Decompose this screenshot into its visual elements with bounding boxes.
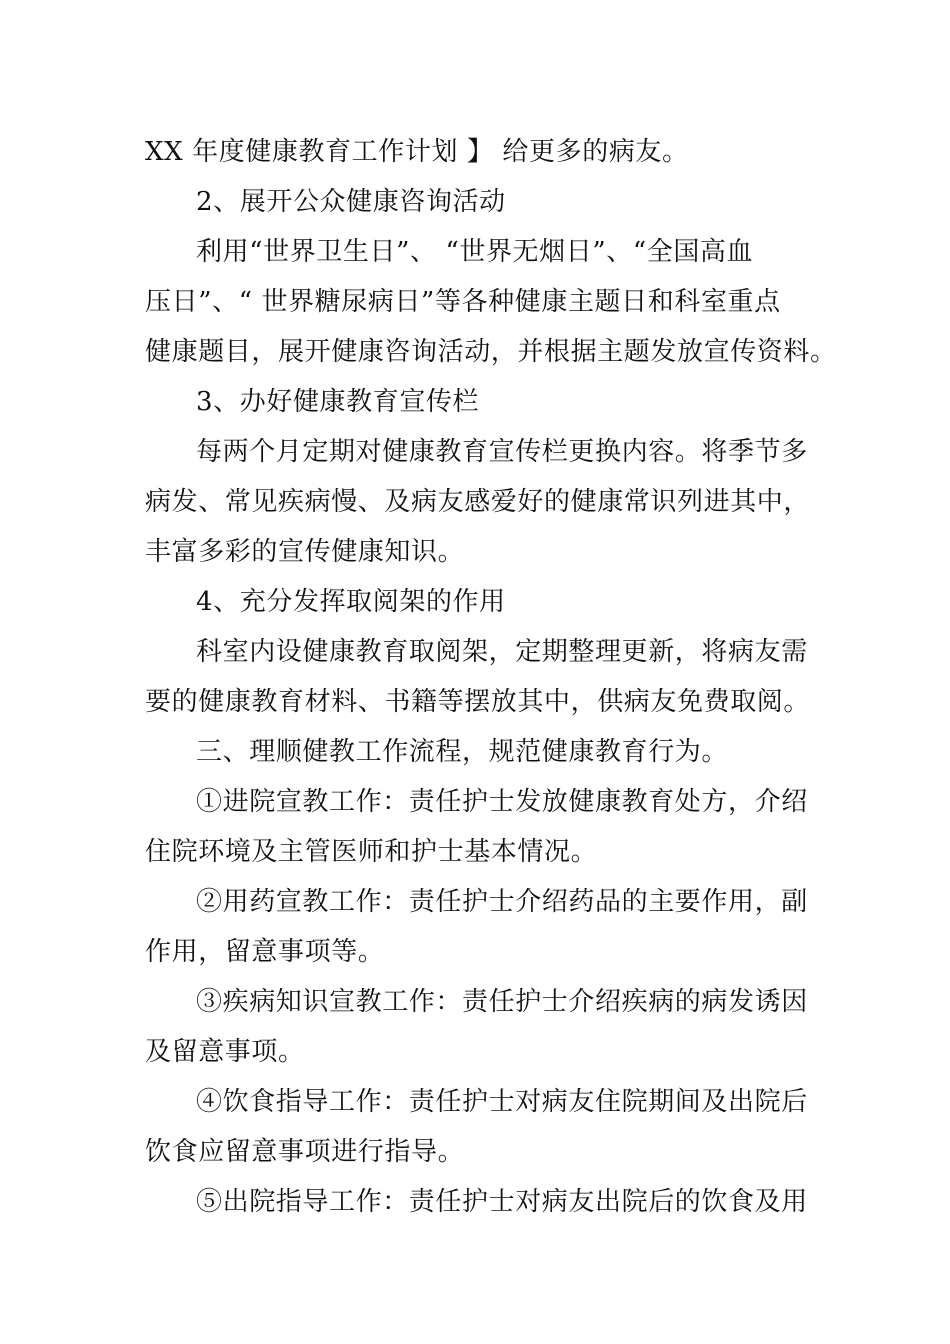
text-line: ②用药宣教工作：责任护士介绍药品的主要作用，副 xyxy=(196,887,808,917)
text-line: ⑤出院指导工作：责任护士对病友出院后的饮食及用 xyxy=(196,1187,808,1217)
text-line: 丰富多彩的宣传健康知识。 xyxy=(145,537,465,567)
section-heading: 2、展开公众健康咨询活动 xyxy=(196,187,506,217)
section-heading: 三、理顺健教工作流程，规范健康教育行为。 xyxy=(196,737,729,767)
section-heading: 3、办好健康教育宣传栏 xyxy=(196,387,480,417)
text-line: 科室内设健康教育取阅架，定期整理更新，将病友需 xyxy=(196,637,808,667)
text-line: 利用“世界卫生日”、 “世界无烟日”、“全国高血 xyxy=(196,237,754,267)
text-line: ①进院宣教工作：责任护士发放健康教育处方，介绍 xyxy=(196,787,808,817)
text-line: 健康题目，展开健康咨询活动，并根据主题发放宣传资料。 xyxy=(145,337,837,367)
text-line: 饮食应留意事项进行指导。 xyxy=(145,1137,465,1167)
text-line: 及留意事项。 xyxy=(145,1037,305,1067)
text-line: 作用，留意事项等。 xyxy=(145,937,385,967)
text-line: ③疾病知识宣教工作：责任护士介绍疾病的病发诱因 xyxy=(196,987,808,1017)
text-line: 住院环境及主管医师和护士基本情况。 xyxy=(145,837,598,867)
text-line: 要的健康教育材料、书籍等摆放其中，供病友免费取阅。 xyxy=(145,687,811,717)
text-line: 每两个月定期对健康教育宣传栏更换内容。将季节多 xyxy=(196,437,808,467)
text-line: 病发、常见疾病慢、及病友感爱好的健康常识列进其中， xyxy=(145,487,811,517)
text-line: XX 年度健康教育工作计划 】 给更多的病友。 xyxy=(145,137,689,167)
text-line: 压日”、“ 世界糖尿病日”等各种健康主题日和科室重点 xyxy=(145,287,781,317)
text-line: ④饮食指导工作：责任护士对病友住院期间及出院后 xyxy=(196,1087,808,1117)
section-heading: 4、充分发挥取阅架的作用 xyxy=(196,587,506,617)
